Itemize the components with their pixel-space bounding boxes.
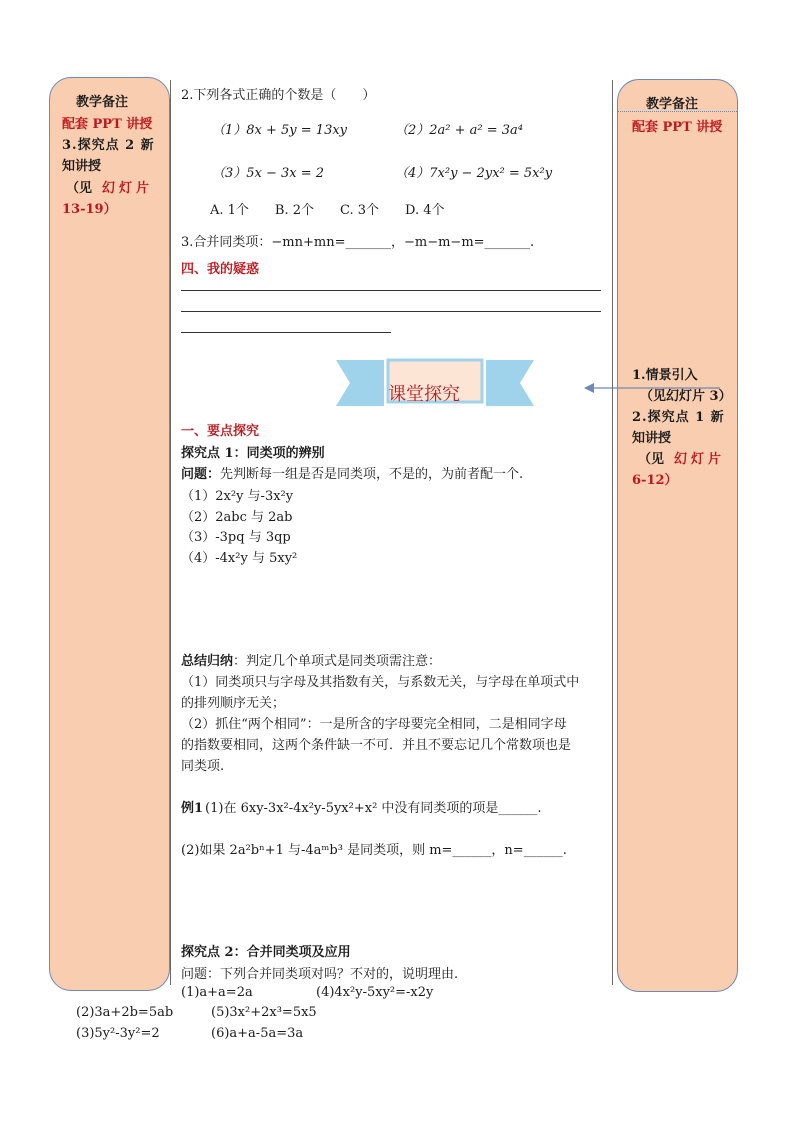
answer-line-2 — [181, 311, 601, 312]
q2-formula-1: （1）8x + 5y = 13xy — [212, 123, 348, 138]
q2-formula-2: （2）2a² + a² = 3a⁴ — [395, 123, 524, 138]
merge-item: (6)a+a-5a=3a — [211, 1026, 304, 1041]
merge-item: (3)5y²-3y²=2 — [76, 1026, 160, 1041]
list-item: （4）-4x²y 与 5xy² — [181, 551, 298, 566]
right-notes-ppt: 配套 PPT 讲授 — [632, 120, 723, 135]
left-notes-title: 教学备注 — [76, 95, 129, 110]
left-notes-see: （见 幻灯片 — [66, 181, 154, 196]
left-notes-teach: 知讲授 — [62, 159, 102, 174]
right-notes-item1-slides: （见幻灯片 3） — [640, 389, 732, 404]
right-notes-panel — [617, 79, 738, 992]
example1-part1: 例1 (1)在 6xy-3x²-4x²y-5yx²+x² 中没有同类项的项是______. — [181, 801, 542, 816]
q2-formula-3: （3）5x − 3x = 2 — [212, 166, 325, 181]
problem1: 问题：先判断每一组是否是同类项，不是的，为前者配一个. — [181, 467, 524, 482]
pointer-arrow-icon — [580, 380, 720, 396]
left-notes-ppt: 配套 PPT 讲授 — [62, 117, 153, 132]
summary-heading: 总结归纳：判定几个单项式是同类项需注意： — [181, 654, 442, 669]
banner-title: 课堂探究 — [388, 384, 460, 405]
answer-line-3 — [181, 332, 391, 333]
q2-stem: 2.下列各式正确的个数是（ ） — [181, 88, 376, 103]
right-notes-item2-slides: 6-12） — [632, 473, 678, 488]
summary-line: （2）抓住“两个相同”：一是所含的字母要完全相同，二是相同字母 — [181, 717, 567, 732]
right-notes-item1: 1.情景引入 — [632, 368, 698, 383]
left-notes-slides: 13-19） — [62, 202, 117, 217]
summary-line: 同类项. — [181, 759, 225, 774]
summary-line: 的指数要相同，这两个条件缺一不可．并且不要忘记几个常数项也是 — [181, 738, 572, 753]
list-item: （1）2x²y 与-3x²y — [181, 489, 294, 504]
point2-title: 探究点 2：合并同类项及应用 — [181, 945, 351, 960]
point1-title: 探究点 1：同类项的辨别 — [181, 446, 325, 461]
problem2: 问题：下列合并同类项对吗？不对的，说明理由. — [181, 967, 459, 982]
right-notes-item2: 2.探究点 1 新 — [632, 410, 725, 425]
list-item: （2）2abc 与 2ab — [181, 510, 293, 525]
section4-title: 四、我的疑惑 — [181, 262, 260, 277]
q2-formula-4: （4）7x²y − 2yx² = 5x²y — [395, 166, 553, 181]
merge-item: (5)3x²+2x³=5x5 — [211, 1005, 317, 1020]
right-notes-item2-teach: 知讲授 — [632, 431, 672, 446]
merge-item: (2)3a+2b=5ab — [76, 1005, 174, 1020]
example1-part2: (2)如果 2a²bⁿ+1 与-4aᵐb³ 是同类项，则 m=______，n=______. — [181, 843, 567, 858]
merge-item: (1)a+a=2a — [181, 985, 253, 1000]
list-item: （3）-3pq 与 3qp — [181, 530, 291, 545]
answer-line-1 — [181, 290, 601, 291]
right-notes-title: 教学备注 — [646, 97, 699, 112]
right-notes-item2-see: （见 幻灯片 — [638, 452, 726, 467]
summary-line: （1）同类项只与字母及其指数有关，与系数无关，与字母在单项式中 — [181, 675, 580, 690]
merge-item: (4)4x²y-5xy²=-x2y — [316, 985, 434, 1000]
summary-line: 的排列顺序无关； — [181, 696, 286, 711]
q3-text: 3.合并同类项：−mn+mn=_______，−m−m−m=_______. — [181, 235, 535, 250]
q2-options: A. 1个 B. 2个 C. 3个 D. 4个 — [210, 203, 445, 218]
left-column-rule — [170, 80, 171, 985]
explore-heading: 一、要点探究 — [181, 424, 260, 439]
left-notes-point2: 3.探究点 2 新 — [62, 138, 155, 153]
right-column-rule — [612, 80, 613, 985]
